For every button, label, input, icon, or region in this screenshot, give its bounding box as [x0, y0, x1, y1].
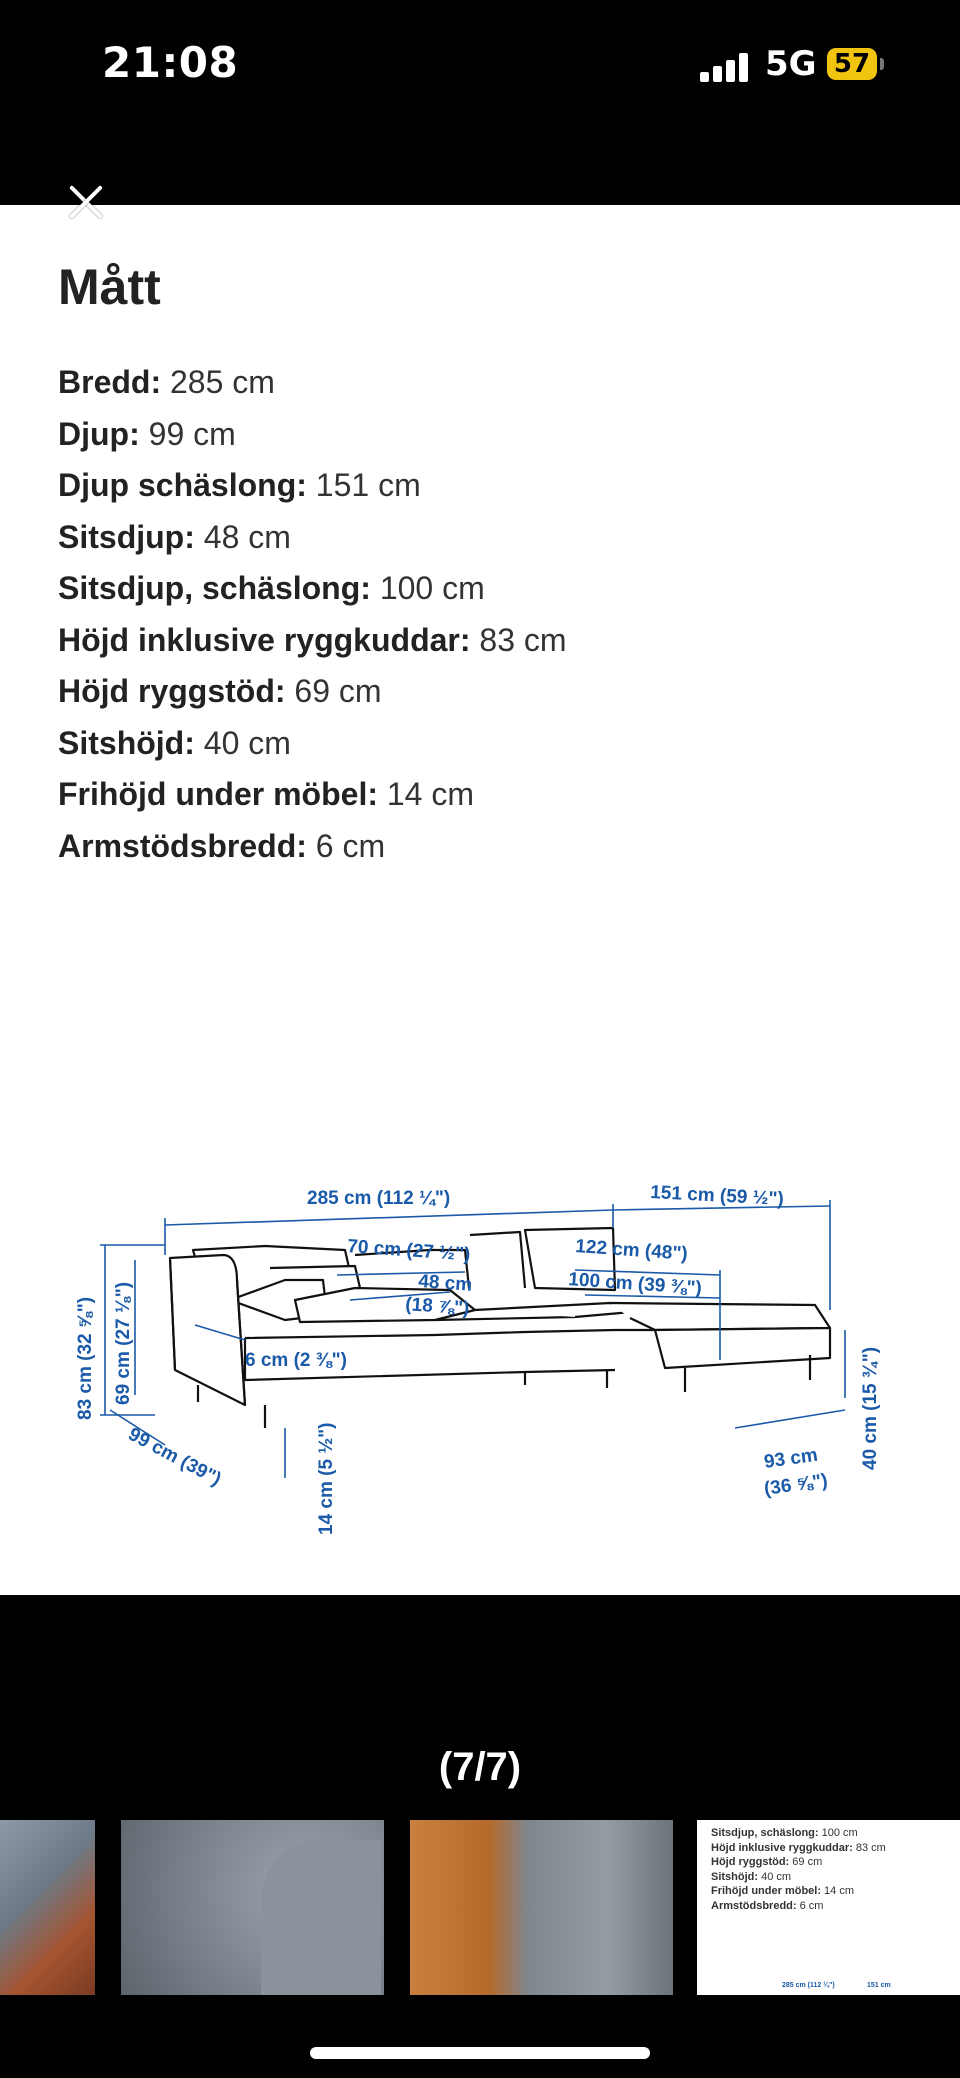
thumbnail-2[interactable] — [121, 1820, 384, 1995]
spec-row — [58, 416, 918, 468]
spec-label: Frihöjd under möbel: — [58, 776, 378, 812]
dim-height-total-label: 83 cm (32 ⅝") — [75, 1296, 96, 1420]
thumbnail-1[interactable] — [0, 1820, 95, 1995]
thumb-spec-line: Sitshöjd: 40 cm — [711, 1870, 792, 1883]
dim-clearance-label: 14 cm (5 ½") — [316, 1422, 337, 1535]
thumb-dim-a: 285 cm (112 ¼") — [782, 1982, 835, 1989]
spec-row — [58, 622, 918, 674]
thumbnail-3[interactable] — [410, 1820, 673, 1995]
spec-label: Djup: — [58, 415, 140, 452]
page-title: Mått — [58, 259, 161, 315]
dim-back-depth-label: 70 cm (27 ½") — [346, 1236, 471, 1266]
dim-width-label: 285 cm (112 ¼") — [307, 1188, 451, 1209]
close-icon[interactable] — [62, 178, 110, 226]
dim-depth-label: 99 cm (39") — [124, 1423, 225, 1491]
status-time: 21:08 — [102, 38, 239, 87]
spec-label: Djup schäslong: — [58, 467, 307, 503]
spec-row — [58, 828, 918, 880]
dim-arm-width-label: 6 cm (2 ⅜") — [245, 1350, 347, 1371]
spec-value: 6 cm — [306, 827, 386, 864]
dim-chaise-seat-depth-label: 100 cm (39 ⅜") — [567, 1269, 703, 1300]
spec-row — [58, 570, 918, 622]
spec-row — [58, 519, 918, 571]
spec-label: Bredd: — [58, 364, 162, 400]
thumb-spec-line: Frihöjd under möbel: 14 cm — [711, 1885, 855, 1897]
spec-row — [58, 725, 918, 777]
dimension-diagram — [55, 1170, 895, 1540]
image-counter: (7/7) — [438, 1745, 522, 1789]
thumb-spec-line: Sitsdjup, schäslong: 100 cm — [711, 1827, 858, 1839]
spec-value: 14 cm — [377, 776, 475, 812]
spec-row — [58, 467, 918, 519]
dim-seat-depth-label-a: 48 cm — [417, 1271, 473, 1296]
spec-value: 40 cm — [194, 724, 291, 761]
signal-icon — [700, 52, 754, 82]
dim-chaise-length-label: 122 cm (48") — [574, 1236, 689, 1265]
dim-chaise-depth-label: 151 cm (59 ½") — [649, 1182, 785, 1210]
dim-chaise-width-label-a: 93 cm — [762, 1444, 820, 1473]
spec-label: Höjd inklusive ryggkuddar: — [58, 621, 471, 658]
dim-chaise-width-label-b: (36 ⅝") — [762, 1470, 829, 1500]
spec-row — [58, 364, 918, 416]
dim-seat-depth-label-b: (18 ⅞") — [404, 1294, 470, 1320]
spec-value: 69 cm — [285, 673, 382, 709]
thumb-dim-b: 151 cm — [867, 1982, 891, 1989]
thumb-spec-line: Höjd inklusive ryggkuddar: 83 cm — [711, 1841, 886, 1854]
network-label: 5G — [765, 44, 817, 84]
fabric-armrest — [261, 1840, 381, 1995]
spec-label: Höjd ryggstöd: — [58, 673, 286, 709]
home-indicator[interactable] — [310, 2047, 650, 2059]
thumb-spec-line: Höjd ryggstöd: 69 cm — [711, 1856, 823, 1868]
dim-height-back-label: 69 cm (27 ⅛") — [113, 1281, 134, 1405]
spec-label: Armstödsbredd: — [58, 827, 307, 864]
dim-seat-height-label: 40 cm (15 ¾") — [860, 1346, 881, 1470]
spec-label: Sitsdjup, schäslong: — [58, 570, 371, 606]
spec-value: 100 cm — [370, 570, 485, 606]
spec-value: 99 cm — [139, 415, 236, 452]
spec-list — [58, 364, 918, 879]
spec-value: 48 cm — [194, 518, 291, 555]
spec-row — [58, 673, 918, 725]
spec-value: 285 cm — [161, 364, 275, 400]
thumb-spec-line: Armstödsbredd: 6 cm — [711, 1899, 824, 1912]
thumbnail-4[interactable] — [697, 1820, 960, 1995]
spec-label: Sitsdjup: — [58, 518, 195, 555]
battery-icon: 57 — [827, 48, 877, 80]
spec-row — [58, 776, 918, 828]
status-bar — [0, 0, 960, 205]
spec-label: Sitshöjd: — [58, 724, 195, 761]
spec-value: 151 cm — [306, 467, 421, 503]
spec-value: 83 cm — [470, 621, 567, 658]
